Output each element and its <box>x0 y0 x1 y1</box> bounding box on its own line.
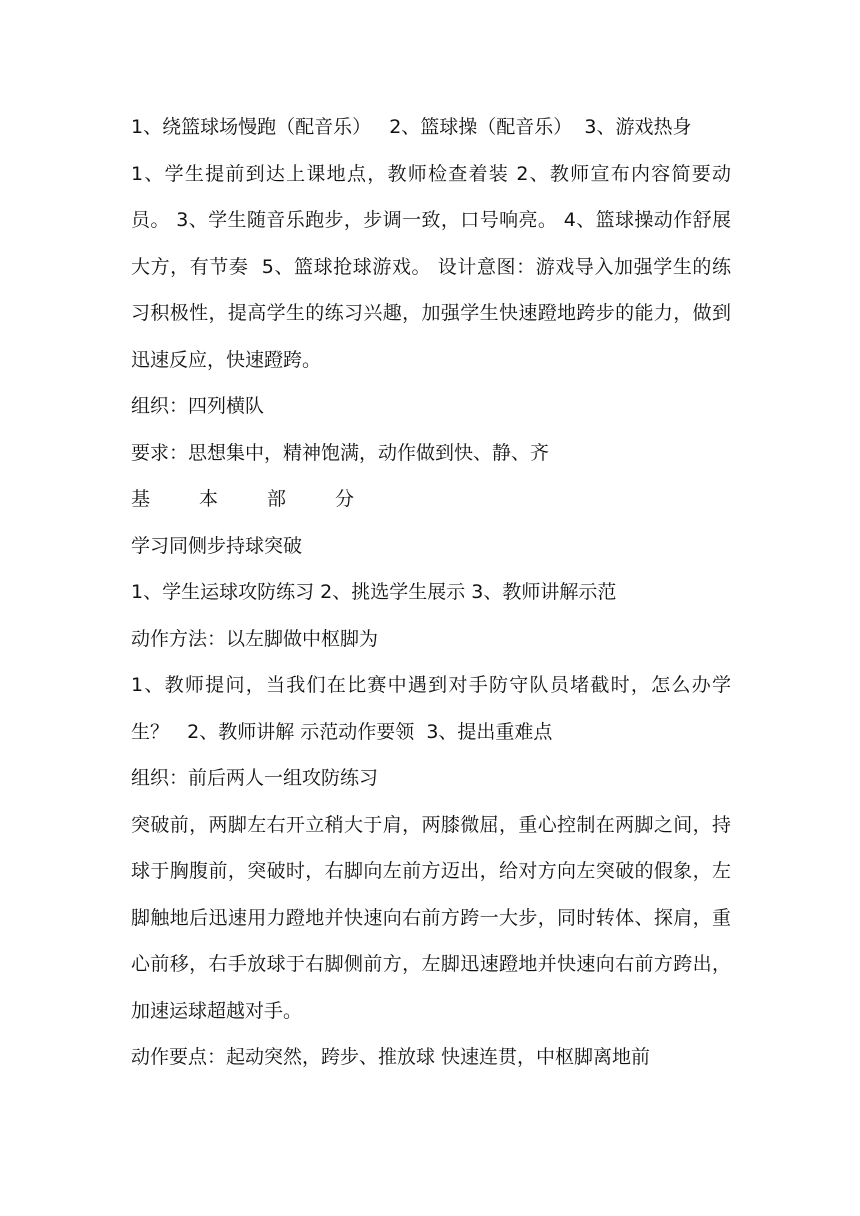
requirements-line: 要求：思想集中，精神饱满，动作做到快、静、齐 <box>131 441 550 464</box>
heading-char: 部 <box>267 488 287 510</box>
lesson-steps-line: 1、学生运球攻防练习 2、挑选学生展示 3、教师讲解示范 <box>131 581 617 603</box>
pair-practice-line: 组织：前后两人一组攻防练习 <box>131 767 379 789</box>
document-body <box>131 104 731 1081</box>
section-heading-basic-part <box>131 476 731 523</box>
organization-line: 组织：四列横队 <box>131 395 265 417</box>
movement-method-line: 动作方法：以左脚做中枢脚为 <box>131 627 379 650</box>
key-points-line: 动作要点：起动突然，跨步、推放球 快速连贯，中枢脚离地前 <box>131 1046 651 1068</box>
lesson-topic-line: 学习同侧步持球突破 <box>131 534 303 557</box>
heading-char: 分 <box>335 488 355 510</box>
breakthrough-technique-paragraph: 突破前，两脚左右开立稍大于肩，两膝微屈，重心控制在两脚之间，持球于胸腹前，突破时，右脚向左前方迈出，给对方向左突破的假象，左脚触地后迅速用力蹬地并快速向右前方跨一大步，同时转体、探肩，重心前移，右手放球于右脚侧前方，左脚迅速蹬地并快速向右前方跨出，加速运球超越对手。 <box>131 813 731 1022</box>
teacher-questions-paragraph: 1、教师提问，当我们在比赛中遇到对手防守队员堵截时，怎么办学生？ 2、教师讲解 示范动作要领 3、提出重难点 <box>131 674 731 743</box>
heading-char: 本 <box>199 488 219 510</box>
heading-char: 基 <box>131 488 151 510</box>
warmup-procedure-paragraph: 1、学生提前到达上课地点，教师检查着装 2、教师宣布内容简要动员。 3、学生随音乐跑步，步调一致，口号响亮。 4、篮球操动作舒展大方，有节奏 5、篮球抢球游戏。 设计意图：游戏导入加强学生的练习积极性，提高学生的练习兴趣，加强学生快速蹬地跨步的能力，做到迅速反应，快速蹬跨。 <box>131 162 731 371</box>
warmup-activities-paragraph: 1、绕篮球场慢跑（配音乐） 2、篮球操（配音乐） 3、游戏热身 <box>131 116 692 138</box>
